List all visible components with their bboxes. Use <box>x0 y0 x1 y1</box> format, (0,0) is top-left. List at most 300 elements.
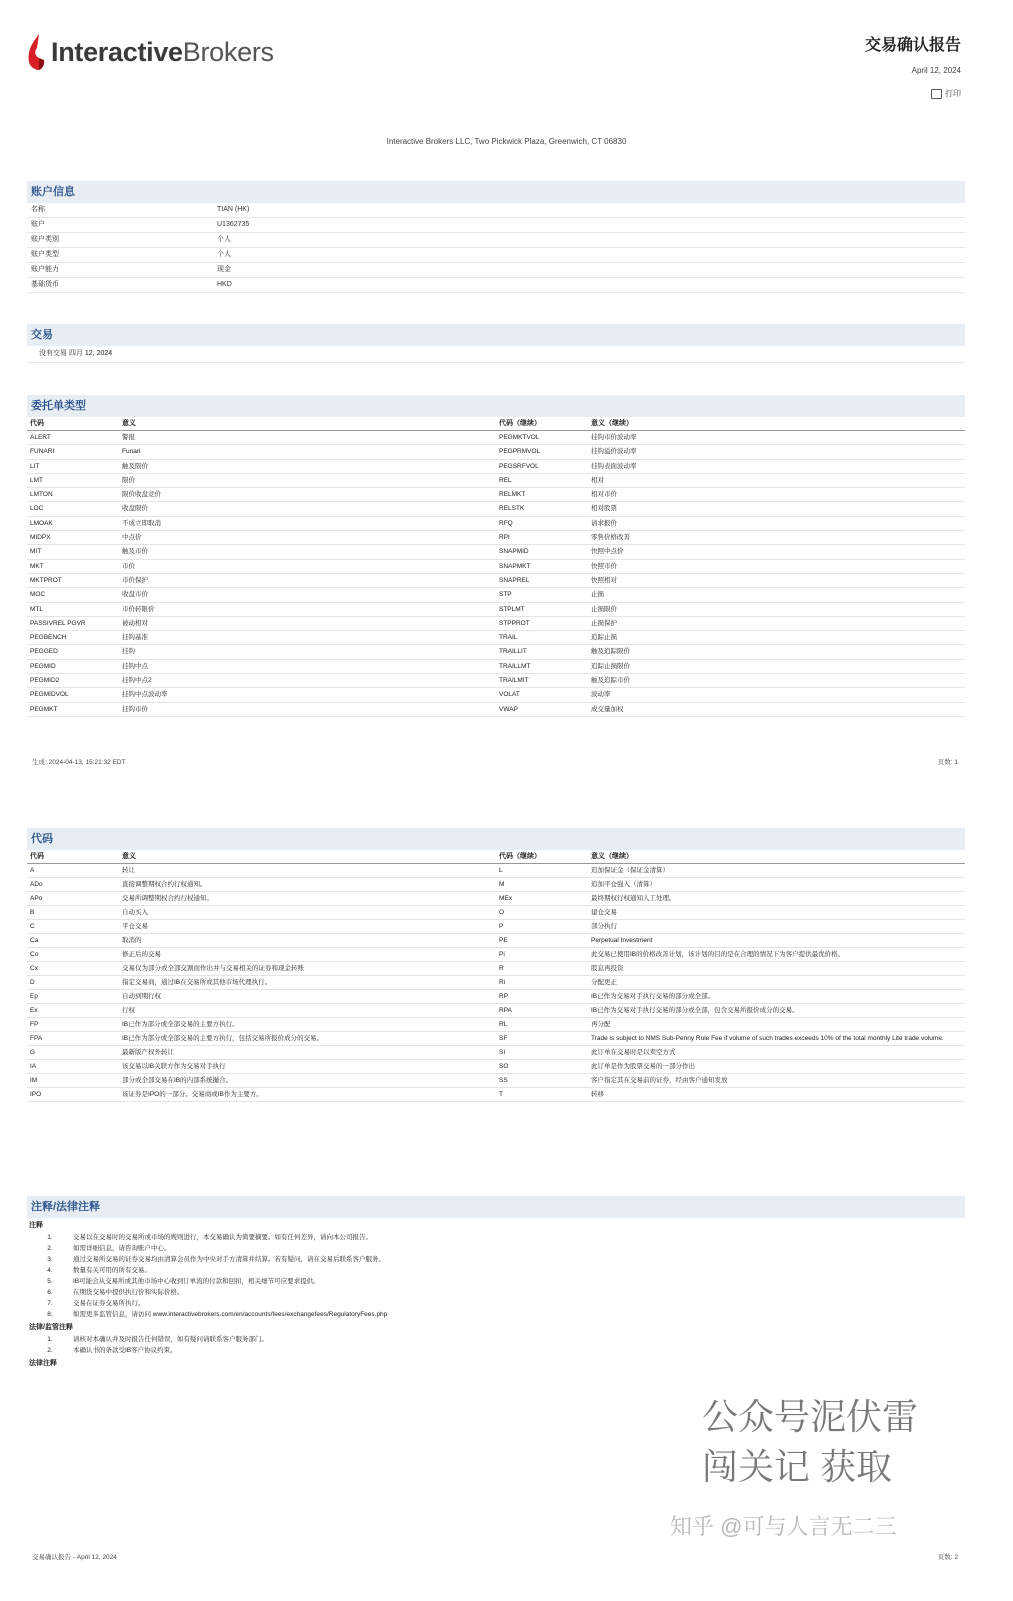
broker-address: Interactive Brokers LLC, Two Pickwick Plaza, Greenwich, CT 06830 <box>386 137 627 146</box>
note-text: 在期货交易中提供执行价和实际价格。 <box>73 1289 184 1296</box>
meaning-cell: Trade is subject to NMS Sub-Penny Rule Fee if volume of such trades exceeds 10% of the total monthly Lite trade volume. <box>591 1035 944 1042</box>
code-cell: LIT <box>30 462 40 470</box>
meaning-cell: 最终期权行权通知人工处理。 <box>591 895 676 902</box>
col-header-code-cont: 代码（继续） <box>499 420 541 427</box>
meaning-cell: 追加保证金（保证金清算） <box>591 867 669 874</box>
code-cell: SO <box>499 1063 509 1070</box>
code-cell: PASSIVREL PGVR <box>30 619 86 627</box>
watermark-text <box>702 1392 918 1492</box>
notes-subheading: 注释 <box>29 1222 43 1229</box>
meaning-cell: 市价转限价 <box>122 605 155 613</box>
meaning-cell: 不成立即取消 <box>122 519 161 527</box>
meaning-cell: 成交量加权 <box>591 705 624 713</box>
table-row <box>496 545 965 559</box>
meaning-cell: 中点价 <box>122 534 142 542</box>
code-cell: MOC <box>30 591 46 599</box>
meaning-cell: 分配更正 <box>591 979 617 986</box>
code-cell: Pi <box>499 951 505 958</box>
meaning-cell: 挂钩中点2 <box>122 677 152 685</box>
note-number: 4. <box>47 1267 53 1274</box>
note-number: 2. <box>47 1245 53 1252</box>
code-cell: D <box>30 979 35 986</box>
table-header <box>496 850 965 864</box>
logo-text-light: Brokers <box>182 36 274 67</box>
code-cell: SI <box>499 1049 506 1056</box>
table-row <box>496 703 965 717</box>
meaning-cell: 再分配 <box>591 1021 611 1028</box>
note-item <box>27 1232 965 1243</box>
meaning-cell: IB已作为部分或全部交易的主要方执行。 <box>122 1021 239 1028</box>
code-cell: IA <box>30 1063 37 1070</box>
code-cell: SNAPMID <box>499 548 529 556</box>
code-cell: TRAIL <box>499 634 518 642</box>
code-cell: O <box>499 909 505 916</box>
code-cell: FUNARI <box>30 448 55 456</box>
table-row <box>496 976 965 990</box>
meaning-cell: 挂钩表面波动率 <box>591 462 637 470</box>
meaning-cell: 追踪止损 <box>591 634 617 642</box>
meaning-cell: 挂钩中点 <box>122 662 148 670</box>
code-cell: ALERT <box>30 434 51 441</box>
table-row <box>27 445 496 459</box>
watermark-line-1: 公众号泥伏雷 <box>702 1396 919 1437</box>
meaning-cell: 交易所调整期权合约行权通知。 <box>122 895 213 902</box>
meaning-cell: 修正后的交易 <box>122 951 161 958</box>
account-value: 个人 <box>217 251 231 258</box>
notes-heading: 注释/法律注释 <box>27 1196 965 1218</box>
print-link[interactable] <box>931 88 961 99</box>
table-row <box>27 906 496 920</box>
meaning-cell: 该证券是IPO的一部分。交易商或IB作为主要方。 <box>122 1091 263 1098</box>
meaning-cell: 收盘限价 <box>122 505 148 513</box>
note-number: 5. <box>47 1278 53 1285</box>
table-row <box>496 431 965 445</box>
note-text: 请核对本确认并及时报告任何错误，如有疑问请联系客户服务部门。 <box>73 1336 268 1343</box>
code-cell: Ex <box>30 1007 38 1014</box>
meaning-cell: 请求报价 <box>591 519 617 527</box>
table-row <box>496 502 965 516</box>
table-header <box>27 850 496 864</box>
meaning-cell: 触及限价 <box>122 462 148 470</box>
meaning-cell: 波动率 <box>591 691 611 699</box>
note-text: 如需详细信息，请咨询账户中心。 <box>73 1245 171 1252</box>
col-header-meaning-cont: 意义（继续） <box>591 853 633 860</box>
code-cell: PEGMID2 <box>30 677 60 685</box>
table-row <box>27 574 496 588</box>
code-cell: TRAILMIT <box>499 677 529 685</box>
table-row <box>27 631 496 645</box>
note-text: 如需更多监管信息，请访问 www.interactivebrokers.com/en/accounts/fees/exchangefees/RegulatoryFees.php <box>73 1311 388 1318</box>
note-item <box>27 1287 965 1298</box>
meaning-cell: 相对股票 <box>591 505 617 513</box>
note-number: 3. <box>47 1256 53 1263</box>
note-number: 8. <box>47 1311 53 1318</box>
code-cell: APo <box>30 895 43 902</box>
table-row <box>496 864 965 878</box>
table-row <box>496 531 965 545</box>
code-cell: PEGGED <box>30 648 58 656</box>
table-row <box>27 1074 496 1088</box>
code-cell: RELMKT <box>499 491 526 499</box>
table-row <box>27 617 496 631</box>
account-value: TIAN (HK) <box>217 206 250 213</box>
note-item <box>27 1243 965 1254</box>
account-label: 基础货币 <box>31 281 59 288</box>
code-cell: VWAP <box>499 705 518 713</box>
code-cell: IM <box>30 1077 38 1084</box>
account-label: 账户能力 <box>31 266 59 273</box>
meaning-cell: 止损限价 <box>591 605 617 613</box>
table-row <box>27 474 496 488</box>
table-row <box>496 688 965 702</box>
codes-section <box>27 828 965 1102</box>
code-cell: PE <box>499 937 508 944</box>
code-cell: SNAPREL <box>499 576 530 584</box>
table-row <box>496 920 965 934</box>
code-cell: RPA <box>499 1007 512 1014</box>
order-types-heading: 委托单类型 <box>27 395 965 417</box>
table-row <box>27 660 496 674</box>
table-row <box>496 603 965 617</box>
table-row <box>27 1060 496 1074</box>
table-row <box>496 962 965 976</box>
table-row <box>496 574 965 588</box>
table-row <box>27 1004 496 1018</box>
table-row <box>496 445 965 459</box>
table-row <box>27 703 496 717</box>
code-cell: FP <box>30 1021 39 1028</box>
table-row <box>496 488 965 502</box>
meaning-cell: 挂钩溢价波动率 <box>591 448 637 456</box>
account-row <box>27 203 965 218</box>
table-row <box>27 688 496 702</box>
meaning-cell: 零售价格改善 <box>591 534 630 542</box>
flame-icon <box>25 32 47 72</box>
table-row <box>27 460 496 474</box>
note-item <box>27 1345 965 1356</box>
table-row <box>496 674 965 688</box>
table-row <box>27 545 496 559</box>
code-cell: B <box>30 909 35 916</box>
meaning-cell: 限价 <box>122 476 135 484</box>
note-text: 本确认书的条款受IB客户协议约束。 <box>73 1347 177 1354</box>
footer-generated: 生成: 2024-04-13, 15:21:32 EDT <box>32 759 126 766</box>
table-row <box>496 1074 965 1088</box>
table-row <box>27 517 496 531</box>
table-row <box>27 1018 496 1032</box>
table-row <box>496 990 965 1004</box>
meaning-cell: 直接调整期权合约行权通知。 <box>122 881 207 888</box>
table-row <box>27 588 496 602</box>
account-value: HKD <box>217 281 232 288</box>
code-cell: PEGSRFVOL <box>499 462 539 470</box>
account-row <box>27 278 965 293</box>
account-label: 账户类别 <box>31 236 59 243</box>
footer-report-date: 交易确认报告 - April 12, 2024 <box>32 1554 117 1561</box>
meaning-cell: 客户指定其在交易前的证券，经由客户通知发放 <box>591 1077 728 1084</box>
watermark-line-2: 闯关记 获取 <box>702 1446 893 1487</box>
table-row <box>27 531 496 545</box>
table-row <box>496 948 965 962</box>
code-cell: MIT <box>30 548 42 556</box>
col-header-meaning-cont: 意义（继续） <box>591 420 633 427</box>
meaning-cell: 取消的 <box>122 937 142 944</box>
meaning-cell: 平仓交易 <box>122 923 148 930</box>
code-cell: Ep <box>30 993 38 1000</box>
meaning-cell: 挂钩中点波动率 <box>122 691 168 699</box>
note-item <box>27 1254 965 1265</box>
meaning-cell: 止损 <box>591 591 604 599</box>
meaning-cell: 此订单是作为股票交易的一部分作出 <box>591 1063 695 1070</box>
account-label: 账户类型 <box>31 251 59 258</box>
meaning-cell: 行权 <box>122 1007 135 1014</box>
code-cell: STPPROT <box>499 619 530 627</box>
code-cell: PEGMIDVOL <box>30 691 69 699</box>
order-types-section <box>27 395 965 717</box>
footer-page: 页数: 1 <box>937 759 958 766</box>
note-text: 通过交易所交易的证券交易均由清算会员作为中央对手方清算并结算。若有疑问，请在交易后联系客户服务。 <box>73 1256 385 1263</box>
code-cell: MKT <box>30 562 44 570</box>
table-row <box>27 674 496 688</box>
regulatory-subheading: 法律/监管注释 <box>29 1324 73 1331</box>
table-row <box>496 517 965 531</box>
table-row <box>496 1060 965 1074</box>
note-item <box>27 1265 965 1276</box>
code-cell: STP <box>499 591 512 599</box>
account-row <box>27 263 965 278</box>
report-title: 交易确认报告 <box>864 37 961 54</box>
code-cell: STPLMT <box>499 605 525 613</box>
code-cell: LMT <box>30 476 43 484</box>
note-number: 6. <box>47 1289 53 1296</box>
note-item <box>27 1298 965 1309</box>
meaning-cell: 股息再投资 <box>591 965 624 972</box>
table-row <box>496 560 965 574</box>
col-header-code-cont: 代码（继续） <box>499 853 541 860</box>
code-cell: LMTON <box>30 491 53 499</box>
meaning-cell: 部分或全部交易在IB的内部系统撮合。 <box>122 1077 233 1084</box>
code-cell: SNAPMKT <box>499 562 531 570</box>
account-heading: 账户信息 <box>27 181 965 203</box>
code-cell: Ri <box>499 979 506 986</box>
table-row <box>496 1046 965 1060</box>
code-cell: PEGMID <box>30 662 56 670</box>
meaning-cell: 建仓交易 <box>591 909 617 916</box>
meaning-cell: 快照市价 <box>591 562 617 570</box>
code-cell: T <box>499 1091 503 1098</box>
meaning-cell: 指定交易商，通过IB在交易所或其他市场代理执行。 <box>122 979 272 986</box>
table-row <box>27 560 496 574</box>
table-row <box>496 1032 965 1046</box>
meaning-cell: 交易仅为部分或全部交割而作出并与交易相关的证券和现金转账 <box>122 965 304 972</box>
meaning-cell: 转移 <box>591 1091 604 1098</box>
order-types-table <box>27 417 965 717</box>
table-row <box>496 588 965 602</box>
account-row <box>27 218 965 233</box>
note-number: 1. <box>47 1336 53 1343</box>
code-cell: PEGBENCH <box>30 634 67 642</box>
meaning-cell: 快照中点价 <box>591 548 624 556</box>
col-header-code: 代码 <box>30 853 44 860</box>
note-text: 交易在证券交易所执行。 <box>73 1300 145 1307</box>
note-number: 1. <box>47 1234 53 1241</box>
code-cell: REL <box>499 476 512 484</box>
meaning-cell: 追踪止损限价 <box>591 662 630 670</box>
table-row <box>496 934 965 948</box>
note-item <box>27 1309 965 1320</box>
print-label: 打印 <box>945 89 961 98</box>
code-cell: RP <box>499 993 509 1000</box>
watermark-credit: 知乎 @可与人言无二三 <box>670 1514 897 1539</box>
table-row <box>496 631 965 645</box>
legal-subheading: 法律注释 <box>29 1360 57 1367</box>
printer-icon <box>931 89 942 99</box>
meaning-cell: 挂钩基准 <box>122 634 148 642</box>
meaning-cell: 此订单在交易时是以卖空方式 <box>591 1049 676 1056</box>
report-date: April 12, 2024 <box>911 66 961 75</box>
table-row <box>27 892 496 906</box>
meaning-cell: 市价 <box>122 562 135 570</box>
account-value: U1362735 <box>217 221 250 228</box>
meaning-cell: 触及追踪市价 <box>591 677 630 685</box>
code-cell: LMOAK <box>30 519 53 527</box>
code-cell: IPO <box>30 1091 42 1098</box>
code-cell: ADo <box>30 881 43 888</box>
meaning-cell: 自动买入 <box>122 909 148 916</box>
meaning-cell: 挂钩市价 <box>122 705 148 713</box>
table-row <box>27 878 496 892</box>
meaning-cell: 被动相对 <box>122 619 148 627</box>
table-row <box>27 920 496 934</box>
code-cell: A <box>30 867 35 874</box>
account-value: 个人 <box>217 236 231 243</box>
ib-logo <box>25 32 274 72</box>
codes-heading: 代码 <box>27 828 965 850</box>
code-cell: MKTPROT <box>30 576 62 584</box>
note-number: 2. <box>47 1347 53 1354</box>
table-row <box>27 603 496 617</box>
meaning-cell: 部分执行 <box>591 923 617 930</box>
table-header <box>496 417 965 431</box>
meaning-cell: 相对市价 <box>591 491 617 499</box>
meaning-cell: 市价保护 <box>122 576 148 584</box>
code-cell: Ca <box>30 937 39 944</box>
table-row <box>27 431 496 445</box>
table-row <box>496 617 965 631</box>
table-row <box>496 1018 965 1032</box>
table-header <box>27 417 496 431</box>
note-text: 交易以在交易时的交易所或市场的规则进行，本交易确认为简要摘要。如有任何差异，请向本公司报告。 <box>73 1234 372 1241</box>
note-text: 数量有关可用的所有交易。 <box>73 1267 151 1274</box>
code-cell: LOC <box>30 505 44 513</box>
meaning-cell: 最新版产权外转让 <box>122 1049 174 1056</box>
table-row <box>27 1032 496 1046</box>
trades-heading: 交易 <box>27 324 965 346</box>
meaning-cell: IB已作为部分或全部交易的主要方执行，包括交易所报价成分的交易。 <box>122 1035 324 1042</box>
codes-table <box>27 850 965 1102</box>
table-row <box>496 460 965 474</box>
note-number: 7. <box>47 1300 53 1307</box>
trades-section <box>27 324 965 363</box>
code-cell: C <box>30 923 35 930</box>
account-value: 现金 <box>217 266 231 273</box>
meaning-cell: 警报 <box>122 434 135 441</box>
account-row <box>27 233 965 248</box>
meaning-cell: 自动到期行权 <box>122 993 161 1000</box>
code-cell: TRAILLMT <box>499 662 531 670</box>
table-row <box>27 645 496 659</box>
table-row <box>27 948 496 962</box>
code-cell: G <box>30 1049 36 1056</box>
table-row <box>27 990 496 1004</box>
meaning-cell: 触及追踪限价 <box>591 648 630 656</box>
meaning-cell: 收盘市价 <box>122 591 148 599</box>
meaning-cell: 相对 <box>591 476 604 484</box>
meaning-cell: 快照相对 <box>591 576 617 584</box>
col-header-meaning: 意义 <box>122 853 136 860</box>
code-cell: RELSTK <box>499 505 525 513</box>
code-cell: RFQ <box>499 519 513 527</box>
logo-text-bold: Interactive <box>51 36 183 67</box>
code-cell: PEGMKTVOL <box>499 434 540 441</box>
code-cell: PEGPRMVOL <box>499 448 541 456</box>
account-section <box>27 181 965 293</box>
account-label: 账户 <box>31 221 45 228</box>
table-row <box>27 488 496 502</box>
code-cell: RL <box>499 1021 508 1028</box>
meaning-cell: 转让 <box>122 867 135 874</box>
table-row <box>27 934 496 948</box>
note-item <box>27 1276 965 1287</box>
notes-section <box>27 1196 965 1370</box>
code-cell: TRAILLIT <box>499 648 527 656</box>
table-row <box>496 878 965 892</box>
meaning-cell: IB已作为交易对手执行交易的部分或全部。 <box>591 993 715 1000</box>
meaning-cell: Perpetual Investment <box>591 937 653 944</box>
note-text: IB可能会从交易所或其他市场中心收到订单流的付款和回扣，相关细节可应要求提供。 <box>73 1278 320 1285</box>
code-cell: SF <box>499 1035 508 1042</box>
table-row <box>496 1088 965 1102</box>
table-row <box>27 1088 496 1102</box>
code-cell: MEx <box>499 895 512 902</box>
table-row <box>496 645 965 659</box>
code-cell: VOLAT <box>499 691 520 699</box>
code-cell: MTL <box>30 605 43 613</box>
meaning-cell: 止损保护 <box>591 619 617 627</box>
account-label: 名称 <box>31 206 45 213</box>
code-cell: Co <box>30 951 39 958</box>
meaning-cell: 挂钩 <box>122 648 135 656</box>
meaning-cell: 追加平仓强入（清算） <box>591 881 656 888</box>
table-row <box>27 962 496 976</box>
meaning-cell: Funari <box>122 448 141 456</box>
table-row <box>27 1046 496 1060</box>
col-header-meaning: 意义 <box>122 420 136 427</box>
account-row <box>27 248 965 263</box>
code-cell: SS <box>499 1077 508 1084</box>
code-cell: L <box>499 867 503 874</box>
meaning-cell: IB已作为交易对手执行交易的部分或全部，包含交易所报价成分的交易。 <box>591 1007 799 1014</box>
col-header-code: 代码 <box>30 420 44 427</box>
table-row <box>496 1004 965 1018</box>
code-cell: RPI <box>499 534 510 542</box>
meaning-cell: 该交易以IB关联方作为交易对手执行 <box>122 1063 226 1070</box>
table-row <box>496 474 965 488</box>
no-trades-note: 没有交易 四月 12, 2024 <box>27 346 965 363</box>
code-cell: P <box>499 923 504 930</box>
code-cell: MIDPX <box>30 534 51 542</box>
meaning-cell: 触及市价 <box>122 548 148 556</box>
